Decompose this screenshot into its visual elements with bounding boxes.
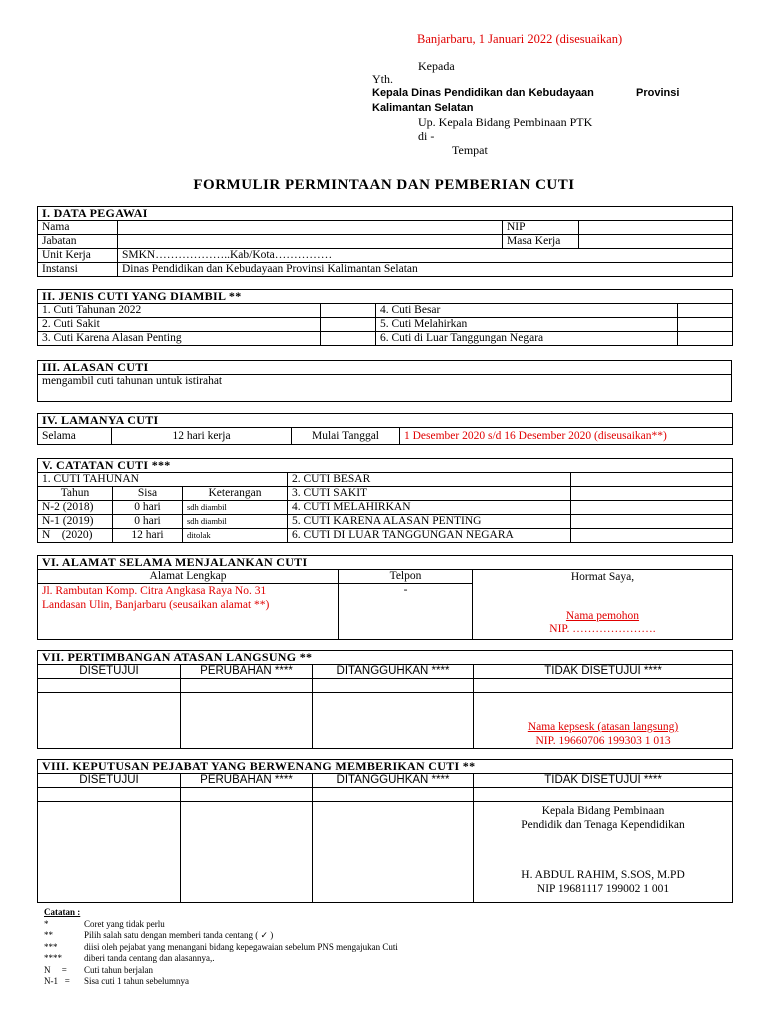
note-item [44, 976, 398, 988]
col-ditangguhkan: DITANGGUHKAN **** [313, 665, 474, 679]
tahun-cell: N-1 (2019) [38, 515, 113, 529]
nip-pemohon: NIP. …………………. [549, 623, 656, 635]
check-disetujui[interactable] [38, 679, 181, 693]
tahun-cell: N-2 (2018) [38, 501, 113, 515]
note-cell[interactable] [38, 693, 181, 749]
section-alasan-cuti [37, 360, 732, 402]
sisa-cell[interactable]: 12 hari [113, 529, 183, 543]
unit-kerja-label: Unit Kerja [38, 249, 118, 263]
masa-kerja-field[interactable] [579, 235, 733, 249]
jabatan-field[interactable] [118, 235, 503, 249]
col-ditangguhkan: DITANGGUHKAN **** [313, 774, 474, 788]
note-key: *** [44, 941, 58, 952]
section-lamanya-cuti [37, 413, 733, 445]
catatan-item: 4. CUTI MELAHIRKAN [288, 501, 571, 515]
col-telpon: Telpon [339, 570, 473, 584]
col-disetujui: DISETUJUI [38, 774, 181, 788]
tahun-cell: N (2020) [38, 529, 113, 543]
col-tahun: Tahun [38, 487, 113, 501]
section-heading: V. CATATAN CUTI *** [38, 459, 733, 473]
note-item [44, 930, 398, 942]
note-item [44, 919, 398, 931]
instansi-field[interactable]: Dinas Pendidikan dan Kebudayaan Provinsi Kalimantan Selatan [118, 263, 733, 277]
alamat-line1: Jl. Rambutan Komp. Citra Angkasa Raya No. 31 [42, 585, 267, 597]
di-line: di - [418, 129, 435, 143]
col-tidak-disetujui: TIDAK DISETUJUI **** [474, 774, 733, 788]
keterangan-cell[interactable]: sdh diambil [183, 515, 288, 529]
catatan-field[interactable] [571, 529, 733, 543]
catatan-field[interactable] [571, 487, 733, 501]
tempat-line: Tempat [452, 143, 488, 157]
section-heading: III. ALASAN CUTI [38, 361, 732, 375]
unit-kerja-field[interactable]: SMKN………………..Kab/Kota…………… [118, 249, 733, 263]
note-text: diisi oleh pejabat yang menangani bidang kepegawaian sebelum PNS mengajukan Cuti [84, 941, 398, 952]
section-heading: VI. ALAMAT SELAMA MENJALANKAN CUTI [38, 556, 733, 570]
cuti-tahunan-label: 1. CUTI TAHUNAN [38, 473, 288, 487]
col-disetujui: DISETUJUI [38, 665, 181, 679]
up-line: Up. Kepala Bidang Pembinaan PTK [418, 115, 593, 129]
note-key: * [44, 918, 49, 929]
section-catatan-cuti [37, 458, 733, 543]
catatan-item: 3. CUTI SAKIT [288, 487, 571, 501]
note-text: diberi tanda centang dan alasannya,. [84, 953, 215, 963]
masa-kerja-label: Masa Kerja [503, 235, 579, 249]
tanggal-field[interactable]: 1 Desember 2020 s/d 16 Desember 2020 (diseusaikan**) [400, 428, 733, 445]
check-perubahan[interactable] [181, 679, 313, 693]
nama-atasan: Nama kepsesk (atasan langsung) [527, 721, 679, 733]
jenis-cuti-checkbox[interactable] [321, 318, 376, 332]
jenis-cuti-item: 4. Cuti Besar [376, 304, 678, 318]
check-ditangguhkan[interactable] [313, 788, 474, 802]
catatan-field[interactable] [571, 501, 733, 515]
note-item [44, 942, 398, 954]
yth-label: Yth. [372, 72, 393, 86]
pejabat-signature [474, 802, 733, 903]
jabatan-line2: Pendidik dan Tenaga Kependidikan [521, 819, 685, 831]
note-text: Coret yang tidak perlu [84, 918, 165, 929]
jenis-cuti-item: 3. Cuti Karena Alasan Penting [38, 332, 321, 346]
note-cell[interactable] [38, 802, 181, 903]
note-text: Sisa cuti 1 tahun sebelumnya [84, 976, 189, 986]
note-key: **** [44, 953, 62, 963]
alasan-field[interactable]: mengambil cuti tahunan untuk istirahat [38, 375, 732, 402]
nama-pejabat: H. ABDUL RAHIM, S.SOS, M.PD [521, 869, 685, 881]
catatan-item: 6. CUTI DI LUAR TANGGUNGAN NEGARA [288, 529, 571, 543]
check-tidak-disetujui[interactable] [474, 679, 733, 693]
alamat-field[interactable] [38, 584, 339, 640]
note-text: Pilih salah satu dengan memberi tanda centang ( ✓ ) [84, 930, 274, 940]
section-heading: VII. PERTIMBANGAN ATASAN LANGSUNG ** [38, 651, 733, 665]
nama-label: Nama [38, 221, 118, 235]
nip-label: NIP [503, 221, 579, 235]
note-cell[interactable] [313, 693, 474, 749]
telpon-field[interactable]: - [339, 584, 473, 640]
note-cell[interactable] [181, 802, 313, 903]
check-ditangguhkan[interactable] [313, 679, 474, 693]
nip-atasan: NIP. 19660706 199303 1 013 [535, 735, 671, 747]
nip-pejabat: NIP 19681117 199002 1 001 [536, 883, 670, 895]
catatan-item: 5. CUTI KARENA ALASAN PENTING [288, 515, 571, 529]
recipient-line2: Kalimantan Selatan [372, 102, 474, 114]
jabatan-label: Jabatan [38, 235, 118, 249]
jenis-cuti-item: 6. Cuti di Luar Tanggungan Negara [376, 332, 678, 346]
catatan-field[interactable] [571, 473, 733, 487]
note-key: ** [44, 930, 53, 940]
col-perubahan: PERUBAHAN **** [181, 665, 313, 679]
instansi-label: Instansi [38, 263, 118, 277]
atasan-signature [474, 693, 733, 749]
jenis-cuti-checkbox[interactable] [321, 332, 376, 346]
sisa-cell[interactable]: 0 hari [113, 515, 183, 529]
signature-block [473, 570, 733, 640]
section-alamat [37, 555, 733, 640]
catatan-notes [44, 907, 398, 988]
jenis-cuti-checkbox[interactable] [678, 304, 733, 318]
section-heading: IV. LAMANYA CUTI [38, 414, 733, 428]
form-title: FORMULIR PERMINTAAN DAN PEMBERIAN CUTI [193, 177, 575, 193]
jenis-cuti-item: 2. Cuti Sakit [38, 318, 321, 332]
col-tidak-disetujui: TIDAK DISETUJUI **** [474, 665, 733, 679]
note-text: Cuti tahun berjalan [84, 964, 153, 975]
section-heading: I. DATA PEGAWAI [38, 207, 733, 221]
notes-title: Catatan : [44, 907, 81, 917]
jenis-cuti-item: 1. Cuti Tahunan 2022 [38, 304, 321, 318]
alamat-line2: Landasan Ulin, Banjarbaru (seusaikan alamat **) [42, 599, 270, 611]
section-keputusan [37, 759, 733, 903]
section-data-pegawai [37, 206, 733, 277]
check-tidak-disetujui[interactable] [474, 788, 733, 802]
section-pertimbangan [37, 650, 733, 749]
nama-pemohon: Nama pemohon [565, 610, 640, 622]
keterangan-cell[interactable]: ditolak [183, 529, 288, 543]
jenis-cuti-item: 5. Cuti Melahirkan [376, 318, 678, 332]
note-cell[interactable] [181, 693, 313, 749]
note-item [44, 953, 398, 965]
jenis-cuti-checkbox[interactable] [678, 332, 733, 346]
jenis-cuti-checkbox[interactable] [678, 318, 733, 332]
recipient-provinsi: Provinsi [636, 87, 680, 99]
note-key: N-1 = [44, 976, 70, 986]
note-key: N = [44, 964, 67, 975]
kepada-label: Kepada [418, 59, 455, 73]
jabatan-line1: Kepala Bidang Pembinaan [541, 805, 665, 817]
catatan-field[interactable] [571, 515, 733, 529]
nama-field[interactable] [118, 221, 503, 235]
section-jenis-cuti [37, 289, 733, 346]
mulai-tanggal-label: Mulai Tanggal [292, 428, 400, 445]
note-cell[interactable] [313, 802, 474, 903]
check-perubahan[interactable] [181, 788, 313, 802]
section-heading: II. JENIS CUTI YANG DIAMBIL ** [38, 290, 733, 304]
catatan-item: 2. CUTI BESAR [288, 473, 571, 487]
check-disetujui[interactable] [38, 788, 181, 802]
jenis-cuti-checkbox[interactable] [321, 304, 376, 318]
sisa-cell[interactable]: 0 hari [113, 501, 183, 515]
section-heading: VIII. KEPUTUSAN PEJABAT YANG BERWENANG MEMBERIKAN CUTI ** [38, 760, 733, 774]
col-keterangan: Keterangan [183, 487, 288, 501]
selama-label: Selama [38, 428, 112, 445]
col-sisa: Sisa [113, 487, 183, 501]
place-date: Banjarbaru, 1 Januari 2022 (disesuaikan) [417, 32, 623, 46]
col-alamat: Alamat Lengkap [38, 570, 339, 584]
keterangan-cell[interactable]: sdh diambil [183, 501, 288, 515]
durasi-field[interactable]: 12 hari kerja [112, 428, 292, 445]
note-item [44, 965, 398, 977]
nip-field[interactable] [579, 221, 733, 235]
recipient-line1: Kepala Dinas Pendidikan dan Kebudayaan [372, 87, 594, 99]
col-perubahan: PERUBAHAN **** [181, 774, 313, 788]
hormat-saya: Hormat Saya, [570, 571, 635, 583]
